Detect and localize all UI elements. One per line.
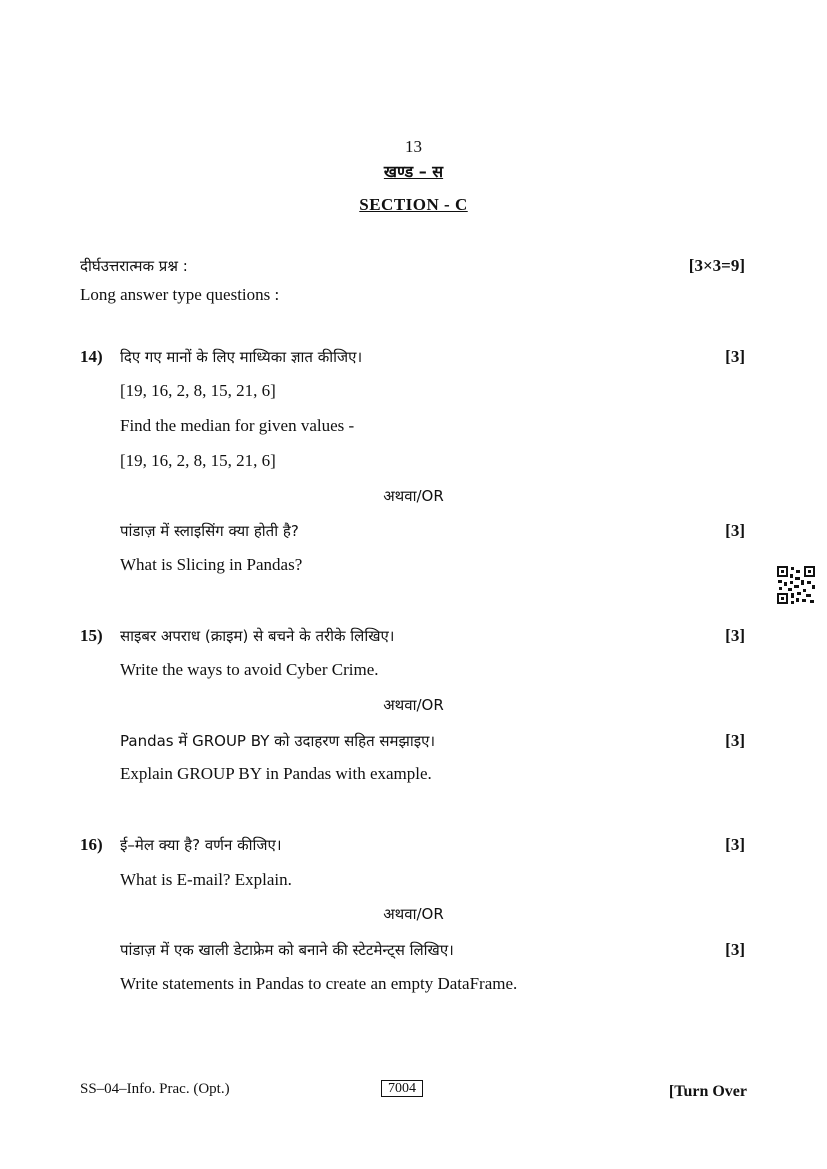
- alt-question-marks: [3]: [725, 940, 745, 959]
- or-label: अथवा/OR: [383, 696, 444, 714]
- or-label: अथवा/OR: [383, 487, 444, 505]
- question-data: [19, 16, 2, 8, 15, 21, 6]: [120, 451, 276, 470]
- question-marks: [3]: [725, 347, 745, 366]
- page-number: 13: [405, 137, 422, 156]
- question-english: Write the ways to avoid Cyber Crime.: [120, 660, 379, 679]
- section-title-hindi: खण्ड – स: [383, 162, 444, 181]
- alt-question-hindi: पांडाज़ में एक खाली डेटाफ्रेम को बनाने की स्टेटमेन्ट्स लिखिए।: [120, 941, 454, 959]
- question-data: [19, 16, 2, 8, 15, 21, 6]: [120, 381, 276, 400]
- intro-english: Long answer type questions :: [80, 285, 280, 304]
- alt-question-english: What is Slicing in Pandas?: [120, 555, 303, 574]
- footer-turn-over: [Turn Over: [668, 1083, 747, 1100]
- or-label: अथवा/OR: [383, 905, 444, 923]
- alt-question-marks: [3]: [725, 731, 745, 750]
- question-marks: [3]: [725, 626, 745, 645]
- intro-hindi: दीर्घउत्तरात्मक प्रश्न :: [80, 257, 188, 275]
- question-hindi: ई–मेल क्या है? वर्णन कीजिए।: [120, 836, 282, 854]
- qr-code-icon: [776, 565, 816, 605]
- intro-marks: [3×3=9]: [688, 256, 745, 275]
- question-english: Find the median for given values -: [120, 416, 355, 435]
- question-hindi: दिए गए मानों के लिए माध्यिका ज्ञात कीजिए।: [120, 348, 363, 366]
- question-marks: [3]: [725, 835, 745, 854]
- footer-paper-code: SS–04–Info. Prac. (Opt.): [80, 1081, 230, 1097]
- alt-question-english: Explain GROUP BY in Pandas with example.: [120, 764, 432, 783]
- alt-question-marks: [3]: [725, 521, 745, 540]
- question-number: 15): [80, 626, 103, 645]
- question-english: What is E-mail? Explain.: [120, 870, 292, 889]
- alt-question-english: Write statements in Pandas to create an empty DataFrame.: [120, 974, 518, 993]
- question-number: 16): [80, 835, 103, 854]
- section-title-english: SECTION - C: [359, 195, 468, 214]
- alt-question-hindi: पांडाज़ में स्लाइसिंग क्या होती है?: [120, 522, 299, 540]
- question-hindi: साइबर अपराध (क्राइम) से बचने के तरीके लिखिए।: [120, 627, 395, 645]
- footer-page-box: 7004: [381, 1080, 423, 1097]
- alt-question-hindi: Pandas में GROUP BY को उदाहरण सहित समझाइए।: [120, 732, 436, 750]
- question-number: 14): [80, 347, 103, 366]
